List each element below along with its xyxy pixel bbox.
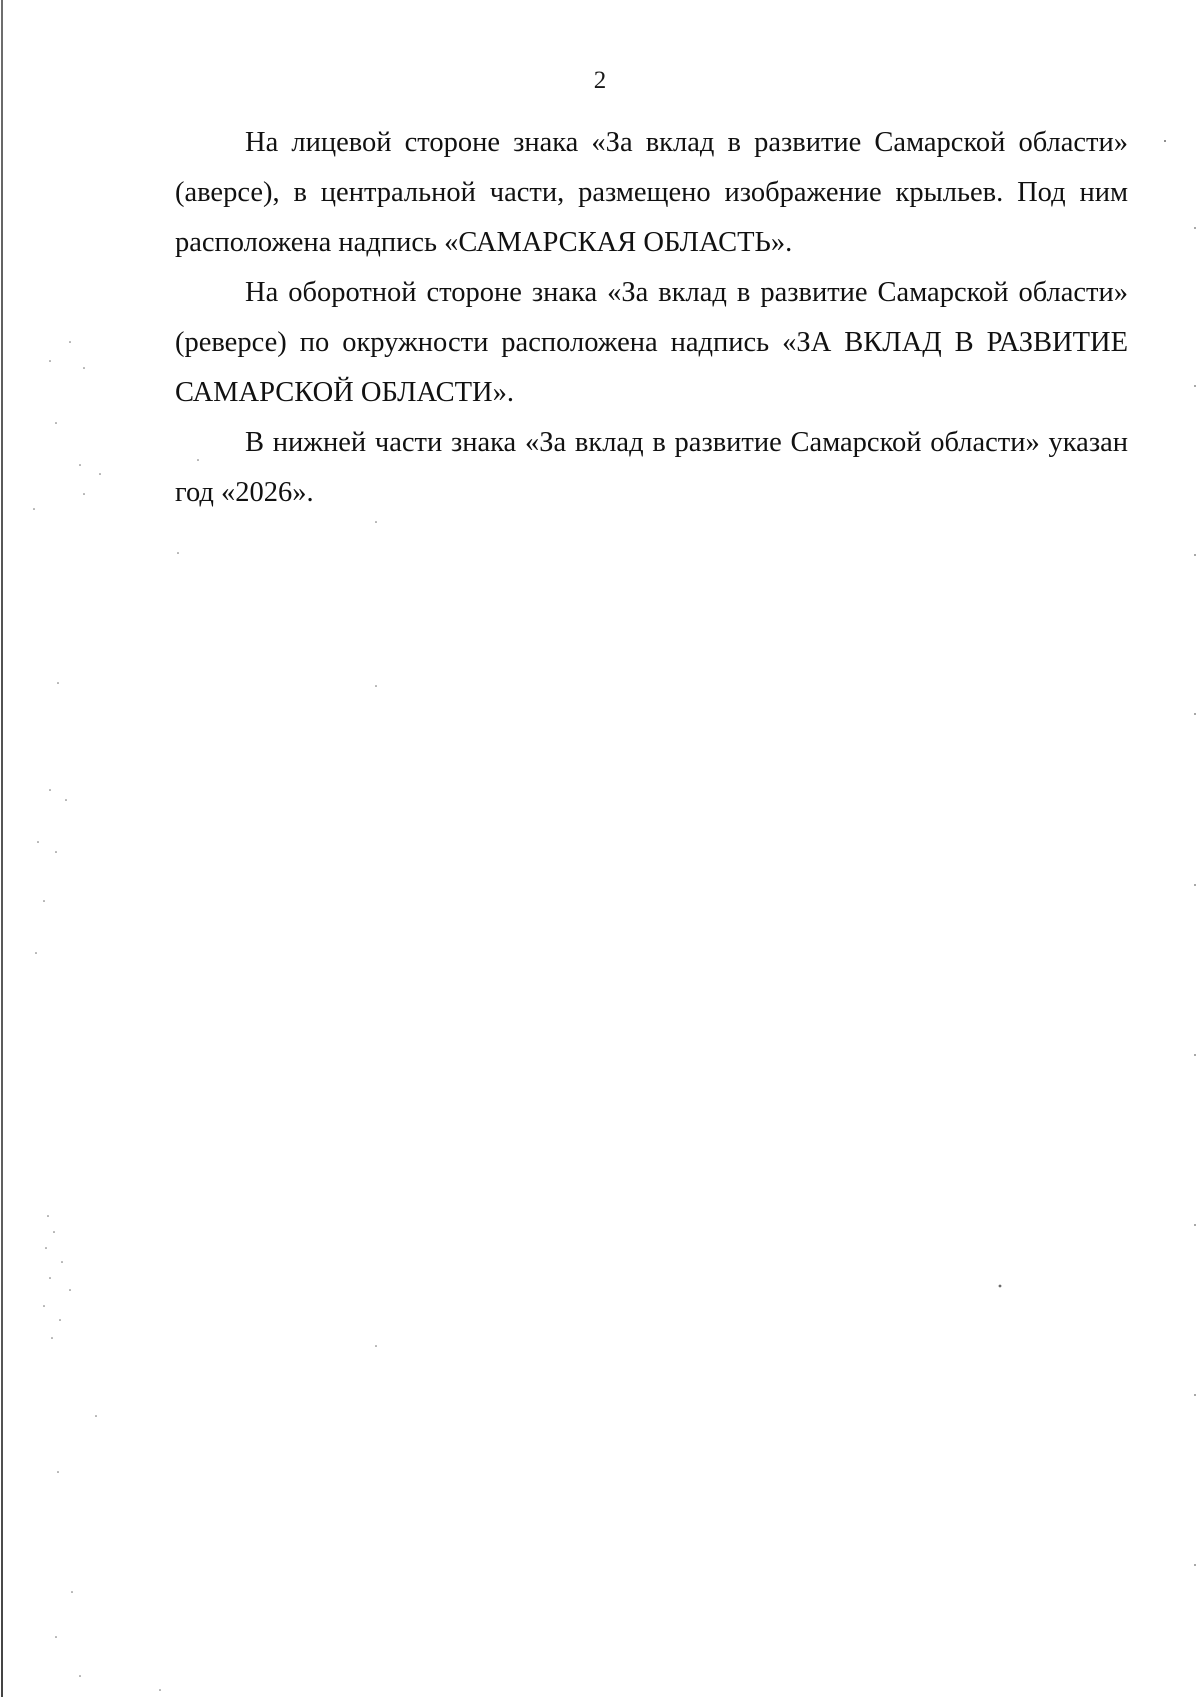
paragraph-reverse: На оборотной стороне знака «За вклад в развитие Самарской области» (реверсе) по окружности расположена надпись «ЗА ВКЛАД В РАЗВИТИЕ САМАРСКОЙ ОБЛАСТИ». (175, 277, 1128, 408)
paragraph-obverse: На лицевой стороне знака «За вклад в развитие Самарской области» (аверсе), в центральной части, размещено изображение крыльев. Под ним расположена надпись «САМАРСКАЯ ОБЛАСТЬ». (175, 127, 1128, 258)
document-body (175, 118, 1128, 518)
page-number: 2 (593, 67, 607, 94)
paragraph-year: В нижней части знака «За вклад в развитие Самарской области» указан год «2026». (175, 427, 1128, 508)
scan-edge-line (1, 0, 3, 1697)
